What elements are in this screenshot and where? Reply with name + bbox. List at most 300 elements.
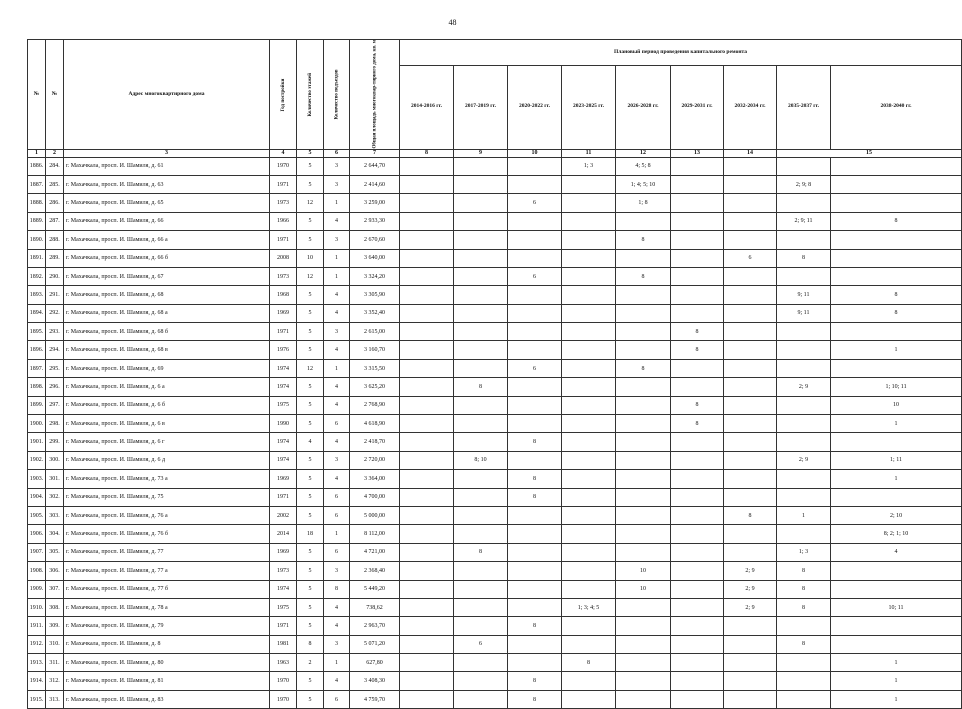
period-cell: [831, 157, 962, 175]
period-cell: 8: [831, 304, 962, 322]
year-cell: 1969: [270, 543, 297, 561]
period-cell: [454, 212, 508, 230]
row-number: 1906.: [28, 525, 46, 543]
period-cell: [616, 304, 671, 322]
year-cell: 1969: [270, 470, 297, 488]
period-cell: [562, 249, 616, 267]
period-cell: [777, 654, 831, 672]
period-cell: 8: [777, 635, 831, 653]
period-cell: [400, 341, 454, 359]
period-cell: 10: [831, 396, 962, 414]
area-cell: 3 408,30: [350, 672, 400, 690]
year-cell: 1974: [270, 359, 297, 377]
header-num2: №: [46, 40, 64, 150]
floors-cell: 5: [297, 378, 324, 396]
period-cell: [831, 488, 962, 506]
period-cell: [616, 525, 671, 543]
period-cell: [616, 396, 671, 414]
address-cell: г. Махачкала, просп. И. Шамиля, д. 79: [64, 617, 270, 635]
period-cell: [724, 672, 777, 690]
period-cell: [562, 304, 616, 322]
period-cell: [454, 470, 508, 488]
header-period: 2029-2031 гг.: [671, 65, 724, 149]
period-cell: [616, 654, 671, 672]
header-year: Год постройки: [270, 40, 297, 150]
area-cell: 5 000,00: [350, 506, 400, 524]
address-cell: г. Махачкала, просп. И. Шамиля, д. 81: [64, 672, 270, 690]
area-cell: 4 618,90: [350, 415, 400, 433]
period-cell: [562, 617, 616, 635]
header-period: 2038-2040 гг.: [831, 65, 962, 149]
period-cell: 1; 3; 4; 5: [562, 598, 616, 616]
row-number: 1888.: [28, 194, 46, 212]
address-cell: г. Махачкала, просп. И. Шамиля, д. 73 а: [64, 470, 270, 488]
period-cell: [671, 562, 724, 580]
period-cell: [831, 433, 962, 451]
year-cell: 1973: [270, 194, 297, 212]
row-number: 1899.: [28, 396, 46, 414]
row-sub-number: 307.: [46, 580, 64, 598]
period-cell: [454, 506, 508, 524]
table-row: [28, 488, 962, 506]
period-cell: [777, 323, 831, 341]
period-cell: [777, 157, 831, 175]
entrances-cell: 4: [324, 378, 350, 396]
period-cell: [562, 359, 616, 377]
column-index: 8: [400, 149, 454, 157]
address-cell: г. Махачкала, просп. И. Шамиля, д. 6 д: [64, 451, 270, 469]
period-cell: 2; 9; 8: [777, 175, 831, 193]
period-cell: 8; 10: [454, 451, 508, 469]
page-number: 48: [448, 18, 457, 27]
period-cell: [671, 690, 724, 708]
period-cell: 1; 4; 5; 10: [616, 175, 671, 193]
period-cell: 8: [777, 580, 831, 598]
period-cell: [724, 175, 777, 193]
period-cell: [508, 415, 562, 433]
row-number: 1886.: [28, 157, 46, 175]
period-cell: 8: [454, 543, 508, 561]
period-cell: 8: [508, 690, 562, 708]
period-cell: [616, 635, 671, 653]
table-row: [28, 286, 962, 304]
floors-cell: 8: [297, 635, 324, 653]
period-cell: [508, 212, 562, 230]
year-cell: 1970: [270, 690, 297, 708]
period-cell: [454, 396, 508, 414]
address-cell: г. Махачкала, просп. И. Шамиля, д. 6 а: [64, 378, 270, 396]
header-period: 2020-2022 гг.: [508, 65, 562, 149]
row-sub-number: 313.: [46, 690, 64, 708]
header-period: 2032-2034 гг.: [724, 65, 777, 149]
header-period: 2014-2016 гг.: [400, 65, 454, 149]
period-cell: 8: [831, 212, 962, 230]
row-sub-number: 291.: [46, 286, 64, 304]
area-cell: 2 963,70: [350, 617, 400, 635]
period-cell: [400, 157, 454, 175]
period-cell: [724, 470, 777, 488]
period-cell: [777, 396, 831, 414]
period-cell: [400, 304, 454, 322]
period-cell: [562, 562, 616, 580]
period-cell: [508, 506, 562, 524]
row-sub-number: 308.: [46, 598, 64, 616]
period-cell: [400, 433, 454, 451]
period-cell: [671, 194, 724, 212]
row-sub-number: 298.: [46, 415, 64, 433]
period-cell: [400, 598, 454, 616]
period-cell: [777, 231, 831, 249]
period-cell: 6: [508, 359, 562, 377]
period-cell: 9; 11: [777, 304, 831, 322]
area-cell: 2 368,40: [350, 562, 400, 580]
period-cell: [724, 433, 777, 451]
period-cell: [831, 635, 962, 653]
table-row: [28, 396, 962, 414]
area-cell: 5 071,20: [350, 635, 400, 653]
period-cell: [454, 690, 508, 708]
period-cell: [616, 451, 671, 469]
period-cell: [777, 194, 831, 212]
period-cell: [562, 506, 616, 524]
period-cell: 6: [724, 249, 777, 267]
floors-cell: 5: [297, 617, 324, 635]
period-cell: 1: [831, 415, 962, 433]
address-cell: г. Махачкала, просп. И. Шамиля, д. 8: [64, 635, 270, 653]
period-cell: [671, 378, 724, 396]
entrances-cell: 4: [324, 212, 350, 230]
period-cell: [508, 598, 562, 616]
period-cell: [671, 231, 724, 249]
period-cell: 8: [777, 249, 831, 267]
period-cell: 6: [508, 267, 562, 285]
year-cell: 1968: [270, 286, 297, 304]
period-cell: [562, 488, 616, 506]
period-cell: [724, 304, 777, 322]
row-number: 1894.: [28, 304, 46, 322]
period-cell: [724, 323, 777, 341]
table-row: [28, 341, 962, 359]
year-cell: 1975: [270, 396, 297, 414]
table-row: [28, 451, 962, 469]
period-cell: [400, 672, 454, 690]
period-cell: [400, 580, 454, 598]
year-cell: 1981: [270, 635, 297, 653]
address-cell: г. Махачкала, просп. И. Шамиля, д. 83: [64, 690, 270, 708]
floors-cell: 5: [297, 341, 324, 359]
address-cell: г. Махачкала, просп. И. Шамиля, д. 78 а: [64, 598, 270, 616]
period-cell: [400, 415, 454, 433]
column-index: 3: [64, 149, 270, 157]
period-cell: 10: [616, 562, 671, 580]
period-cell: [616, 249, 671, 267]
year-cell: 1971: [270, 488, 297, 506]
period-cell: [562, 231, 616, 249]
area-cell: 3 364,00: [350, 470, 400, 488]
period-cell: [400, 562, 454, 580]
address-cell: г. Махачкала, просп. И. Шамиля, д. 61: [64, 157, 270, 175]
period-cell: 8: [724, 506, 777, 524]
period-cell: [671, 543, 724, 561]
row-number: 1900.: [28, 415, 46, 433]
period-cell: [400, 488, 454, 506]
year-cell: 1974: [270, 378, 297, 396]
area-cell: 738,62: [350, 598, 400, 616]
column-index: 5: [297, 149, 324, 157]
period-cell: [777, 415, 831, 433]
address-cell: г. Махачкала, просп. И. Шамиля, д. 76 б: [64, 525, 270, 543]
row-sub-number: 293.: [46, 323, 64, 341]
period-cell: [671, 359, 724, 377]
period-cell: [671, 488, 724, 506]
period-cell: [616, 598, 671, 616]
period-cell: [777, 433, 831, 451]
period-cell: [400, 543, 454, 561]
period-cell: 8: [508, 470, 562, 488]
floors-cell: 5: [297, 470, 324, 488]
address-cell: г. Махачкала, просп. И. Шамиля, д. 77 а: [64, 562, 270, 580]
period-cell: [400, 175, 454, 193]
floors-cell: 5: [297, 415, 324, 433]
year-cell: 2008: [270, 249, 297, 267]
period-cell: [616, 488, 671, 506]
period-cell: [671, 267, 724, 285]
address-cell: г. Махачкала, просп. И. Шамиля, д. 68 а: [64, 304, 270, 322]
row-sub-number: 311.: [46, 654, 64, 672]
entrances-cell: 1: [324, 194, 350, 212]
period-cell: [562, 690, 616, 708]
period-cell: [724, 488, 777, 506]
area-cell: 2 414,60: [350, 175, 400, 193]
area-cell: 3 625,20: [350, 378, 400, 396]
period-cell: [671, 580, 724, 598]
period-cell: [400, 231, 454, 249]
area-cell: 3 315,50: [350, 359, 400, 377]
area-cell: 8 112,00: [350, 525, 400, 543]
header-period: 2035-2037 гг.: [777, 65, 831, 149]
period-cell: 8: [671, 396, 724, 414]
period-cell: [724, 525, 777, 543]
period-cell: 1; 3: [562, 157, 616, 175]
table-row: [28, 470, 962, 488]
header-num1: №: [28, 40, 46, 150]
period-cell: [671, 175, 724, 193]
row-sub-number: 302.: [46, 488, 64, 506]
period-cell: [454, 359, 508, 377]
period-cell: [616, 617, 671, 635]
period-cell: [671, 249, 724, 267]
period-cell: 6: [454, 635, 508, 653]
period-cell: [400, 286, 454, 304]
row-sub-number: 297.: [46, 396, 64, 414]
period-cell: [724, 231, 777, 249]
floors-cell: 12: [297, 194, 324, 212]
table-row: [28, 598, 962, 616]
period-cell: [724, 654, 777, 672]
period-cell: [777, 672, 831, 690]
period-cell: [454, 323, 508, 341]
period-cell: [616, 543, 671, 561]
row-number: 1897.: [28, 359, 46, 377]
table-row: [28, 690, 962, 708]
period-cell: [724, 286, 777, 304]
row-number: 1892.: [28, 267, 46, 285]
address-cell: г. Махачкала, просп. И. Шамиля, д. 69: [64, 359, 270, 377]
period-cell: [562, 175, 616, 193]
header-address: Адрес многоквартирного дома: [64, 40, 270, 150]
year-cell: 1975: [270, 598, 297, 616]
period-cell: [724, 396, 777, 414]
table-row: [28, 212, 962, 230]
period-cell: [562, 267, 616, 285]
period-cell: [616, 212, 671, 230]
period-cell: [831, 617, 962, 635]
period-cell: [400, 323, 454, 341]
column-index: 12: [616, 149, 671, 157]
period-cell: [671, 451, 724, 469]
period-cell: [831, 175, 962, 193]
period-cell: [616, 415, 671, 433]
period-cell: 1: [831, 690, 962, 708]
period-cell: [400, 690, 454, 708]
period-cell: 8: [616, 359, 671, 377]
address-cell: г. Махачкала, просп. И. Шамиля, д. 68 б: [64, 323, 270, 341]
row-number: 1891.: [28, 249, 46, 267]
period-cell: [562, 470, 616, 488]
table-row: [28, 562, 962, 580]
column-index: 1: [28, 149, 46, 157]
period-cell: [400, 378, 454, 396]
area-cell: 2 644,70: [350, 157, 400, 175]
period-cell: [508, 378, 562, 396]
row-sub-number: 296.: [46, 378, 64, 396]
floors-cell: 5: [297, 580, 324, 598]
header-floors: Количество этажей: [297, 40, 324, 150]
address-cell: г. Махачкала, просп. И. Шамиля, д. 76 а: [64, 506, 270, 524]
row-number: 1908.: [28, 562, 46, 580]
period-cell: [508, 304, 562, 322]
period-cell: [508, 323, 562, 341]
period-cell: [508, 157, 562, 175]
period-cell: [454, 415, 508, 433]
period-cell: [562, 543, 616, 561]
period-cell: 8: [508, 672, 562, 690]
period-cell: [777, 341, 831, 359]
entrances-cell: 1: [324, 359, 350, 377]
period-cell: [616, 433, 671, 451]
period-cell: [671, 635, 724, 653]
year-cell: 1971: [270, 175, 297, 193]
period-cell: [562, 415, 616, 433]
period-cell: 6: [508, 194, 562, 212]
period-cell: [562, 323, 616, 341]
row-number: 1890.: [28, 231, 46, 249]
period-cell: [671, 470, 724, 488]
period-cell: [616, 323, 671, 341]
period-cell: [671, 304, 724, 322]
table-row: [28, 249, 962, 267]
period-cell: [454, 433, 508, 451]
area-cell: 2 418,70: [350, 433, 400, 451]
area-cell: 2 615,00: [350, 323, 400, 341]
row-sub-number: 287.: [46, 212, 64, 230]
floors-cell: 5: [297, 323, 324, 341]
period-cell: 2; 9: [777, 378, 831, 396]
area-cell: 4 700,00: [350, 488, 400, 506]
entrances-cell: 4: [324, 672, 350, 690]
row-sub-number: 299.: [46, 433, 64, 451]
row-number: 1904.: [28, 488, 46, 506]
entrances-cell: 1: [324, 654, 350, 672]
row-sub-number: 300.: [46, 451, 64, 469]
table-row: [28, 617, 962, 635]
year-cell: 1974: [270, 433, 297, 451]
entrances-cell: 6: [324, 415, 350, 433]
row-number: 1902.: [28, 451, 46, 469]
year-cell: 1971: [270, 231, 297, 249]
period-cell: [831, 562, 962, 580]
row-number: 1913.: [28, 654, 46, 672]
period-cell: [724, 359, 777, 377]
row-number: 1887.: [28, 175, 46, 193]
entrances-cell: 4: [324, 304, 350, 322]
column-index: 14: [724, 149, 777, 157]
table-row: [28, 654, 962, 672]
period-cell: 2; 9: [724, 598, 777, 616]
floors-cell: 10: [297, 249, 324, 267]
floors-cell: 5: [297, 562, 324, 580]
column-index: 15: [777, 149, 962, 157]
period-cell: [562, 580, 616, 598]
period-cell: [562, 341, 616, 359]
area-cell: 627,80: [350, 654, 400, 672]
row-number: 1915.: [28, 690, 46, 708]
period-cell: [777, 488, 831, 506]
period-cell: [454, 157, 508, 175]
period-cell: [777, 359, 831, 377]
period-cell: [400, 506, 454, 524]
period-cell: [454, 249, 508, 267]
row-sub-number: 288.: [46, 231, 64, 249]
period-cell: [400, 359, 454, 377]
address-cell: г. Махачкала, просп. И. Шамиля, д. 77: [64, 543, 270, 561]
entrances-cell: 1: [324, 267, 350, 285]
floors-cell: 18: [297, 525, 324, 543]
period-cell: [831, 249, 962, 267]
floors-cell: 5: [297, 304, 324, 322]
entrances-cell: 4: [324, 470, 350, 488]
year-cell: 1969: [270, 304, 297, 322]
period-cell: [777, 690, 831, 708]
period-cell: [777, 470, 831, 488]
period-cell: [454, 286, 508, 304]
period-cell: [454, 175, 508, 193]
floors-cell: 5: [297, 451, 324, 469]
header-period: 2026-2028 гг.: [616, 65, 671, 149]
address-cell: г. Махачкала, просп. И. Шамиля, д. 65: [64, 194, 270, 212]
period-cell: [616, 690, 671, 708]
period-cell: [616, 672, 671, 690]
period-cell: [400, 249, 454, 267]
period-cell: [562, 525, 616, 543]
entrances-cell: 4: [324, 433, 350, 451]
period-cell: [454, 304, 508, 322]
capital-repair-table: [27, 39, 962, 709]
period-cell: [562, 672, 616, 690]
year-cell: 1973: [270, 562, 297, 580]
floors-cell: 4: [297, 433, 324, 451]
period-cell: 10: [616, 580, 671, 598]
